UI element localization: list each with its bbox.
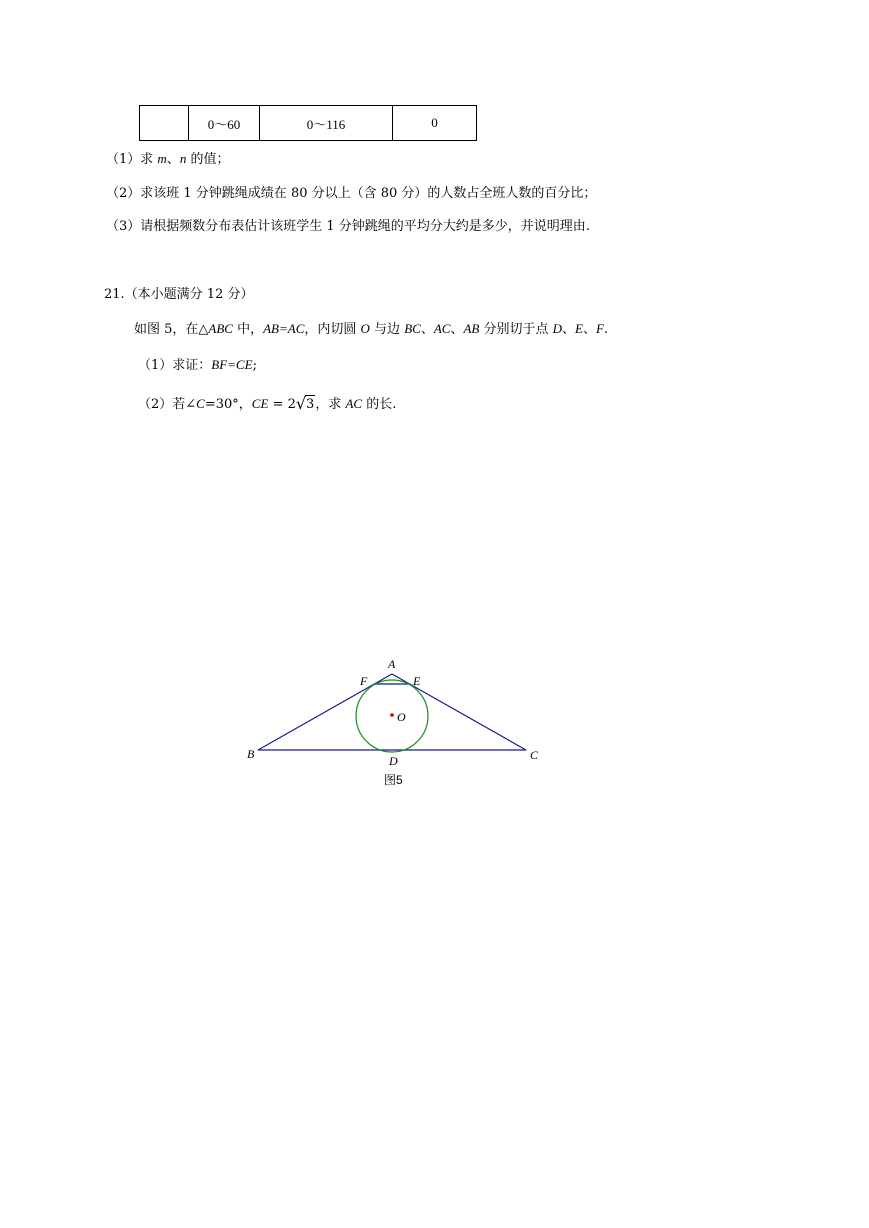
- table-cell: 0～116: [260, 106, 393, 141]
- table-cell: [140, 106, 189, 141]
- table-row: [140, 106, 477, 141]
- figure-5: [230, 650, 560, 795]
- q20-part2: （2）求该班 1 分钟跳绳成绩在 80 分以上（含 80 分）的人数占全班人数的百分比；: [106, 186, 597, 201]
- q20-part3: （3）请根据频数分布表估计该班学生 1 分钟跳绳的平均分大约是多少，并说明理由.: [106, 219, 590, 234]
- center-point-o: [390, 713, 394, 717]
- label-a: A: [388, 657, 396, 671]
- label-o: O: [397, 710, 406, 724]
- table-cell: 0: [393, 106, 477, 141]
- q21-header: 21.（本小题满分 12 分）: [104, 287, 254, 302]
- q21-stem: 如图 5，在△ABC 中，AB=AC，内切圆 O 与边 BC、AC、AB 分别切于点 D、E、F.: [134, 321, 609, 337]
- q20-part1: （1）求 m、n 的值；: [106, 151, 230, 167]
- label-f: F: [360, 674, 368, 688]
- table-cell: 0～60: [189, 106, 260, 141]
- figure-caption: 图5: [384, 773, 403, 787]
- label-d: D: [389, 754, 398, 768]
- radical-sign: √: [295, 394, 307, 413]
- q21-part2: （2）若∠C=30°，CE = 2√3，求 AC 的长.: [138, 394, 397, 413]
- sqrt-expression: √3: [295, 394, 315, 413]
- triangle-abc: [258, 674, 526, 750]
- label-b: B: [247, 747, 255, 761]
- frequency-table: [139, 105, 477, 141]
- label-e: E: [413, 674, 421, 688]
- label-c: C: [530, 748, 539, 762]
- side-ab: [258, 674, 392, 750]
- q21-part1: （1）求证：BF=CE;: [138, 357, 257, 373]
